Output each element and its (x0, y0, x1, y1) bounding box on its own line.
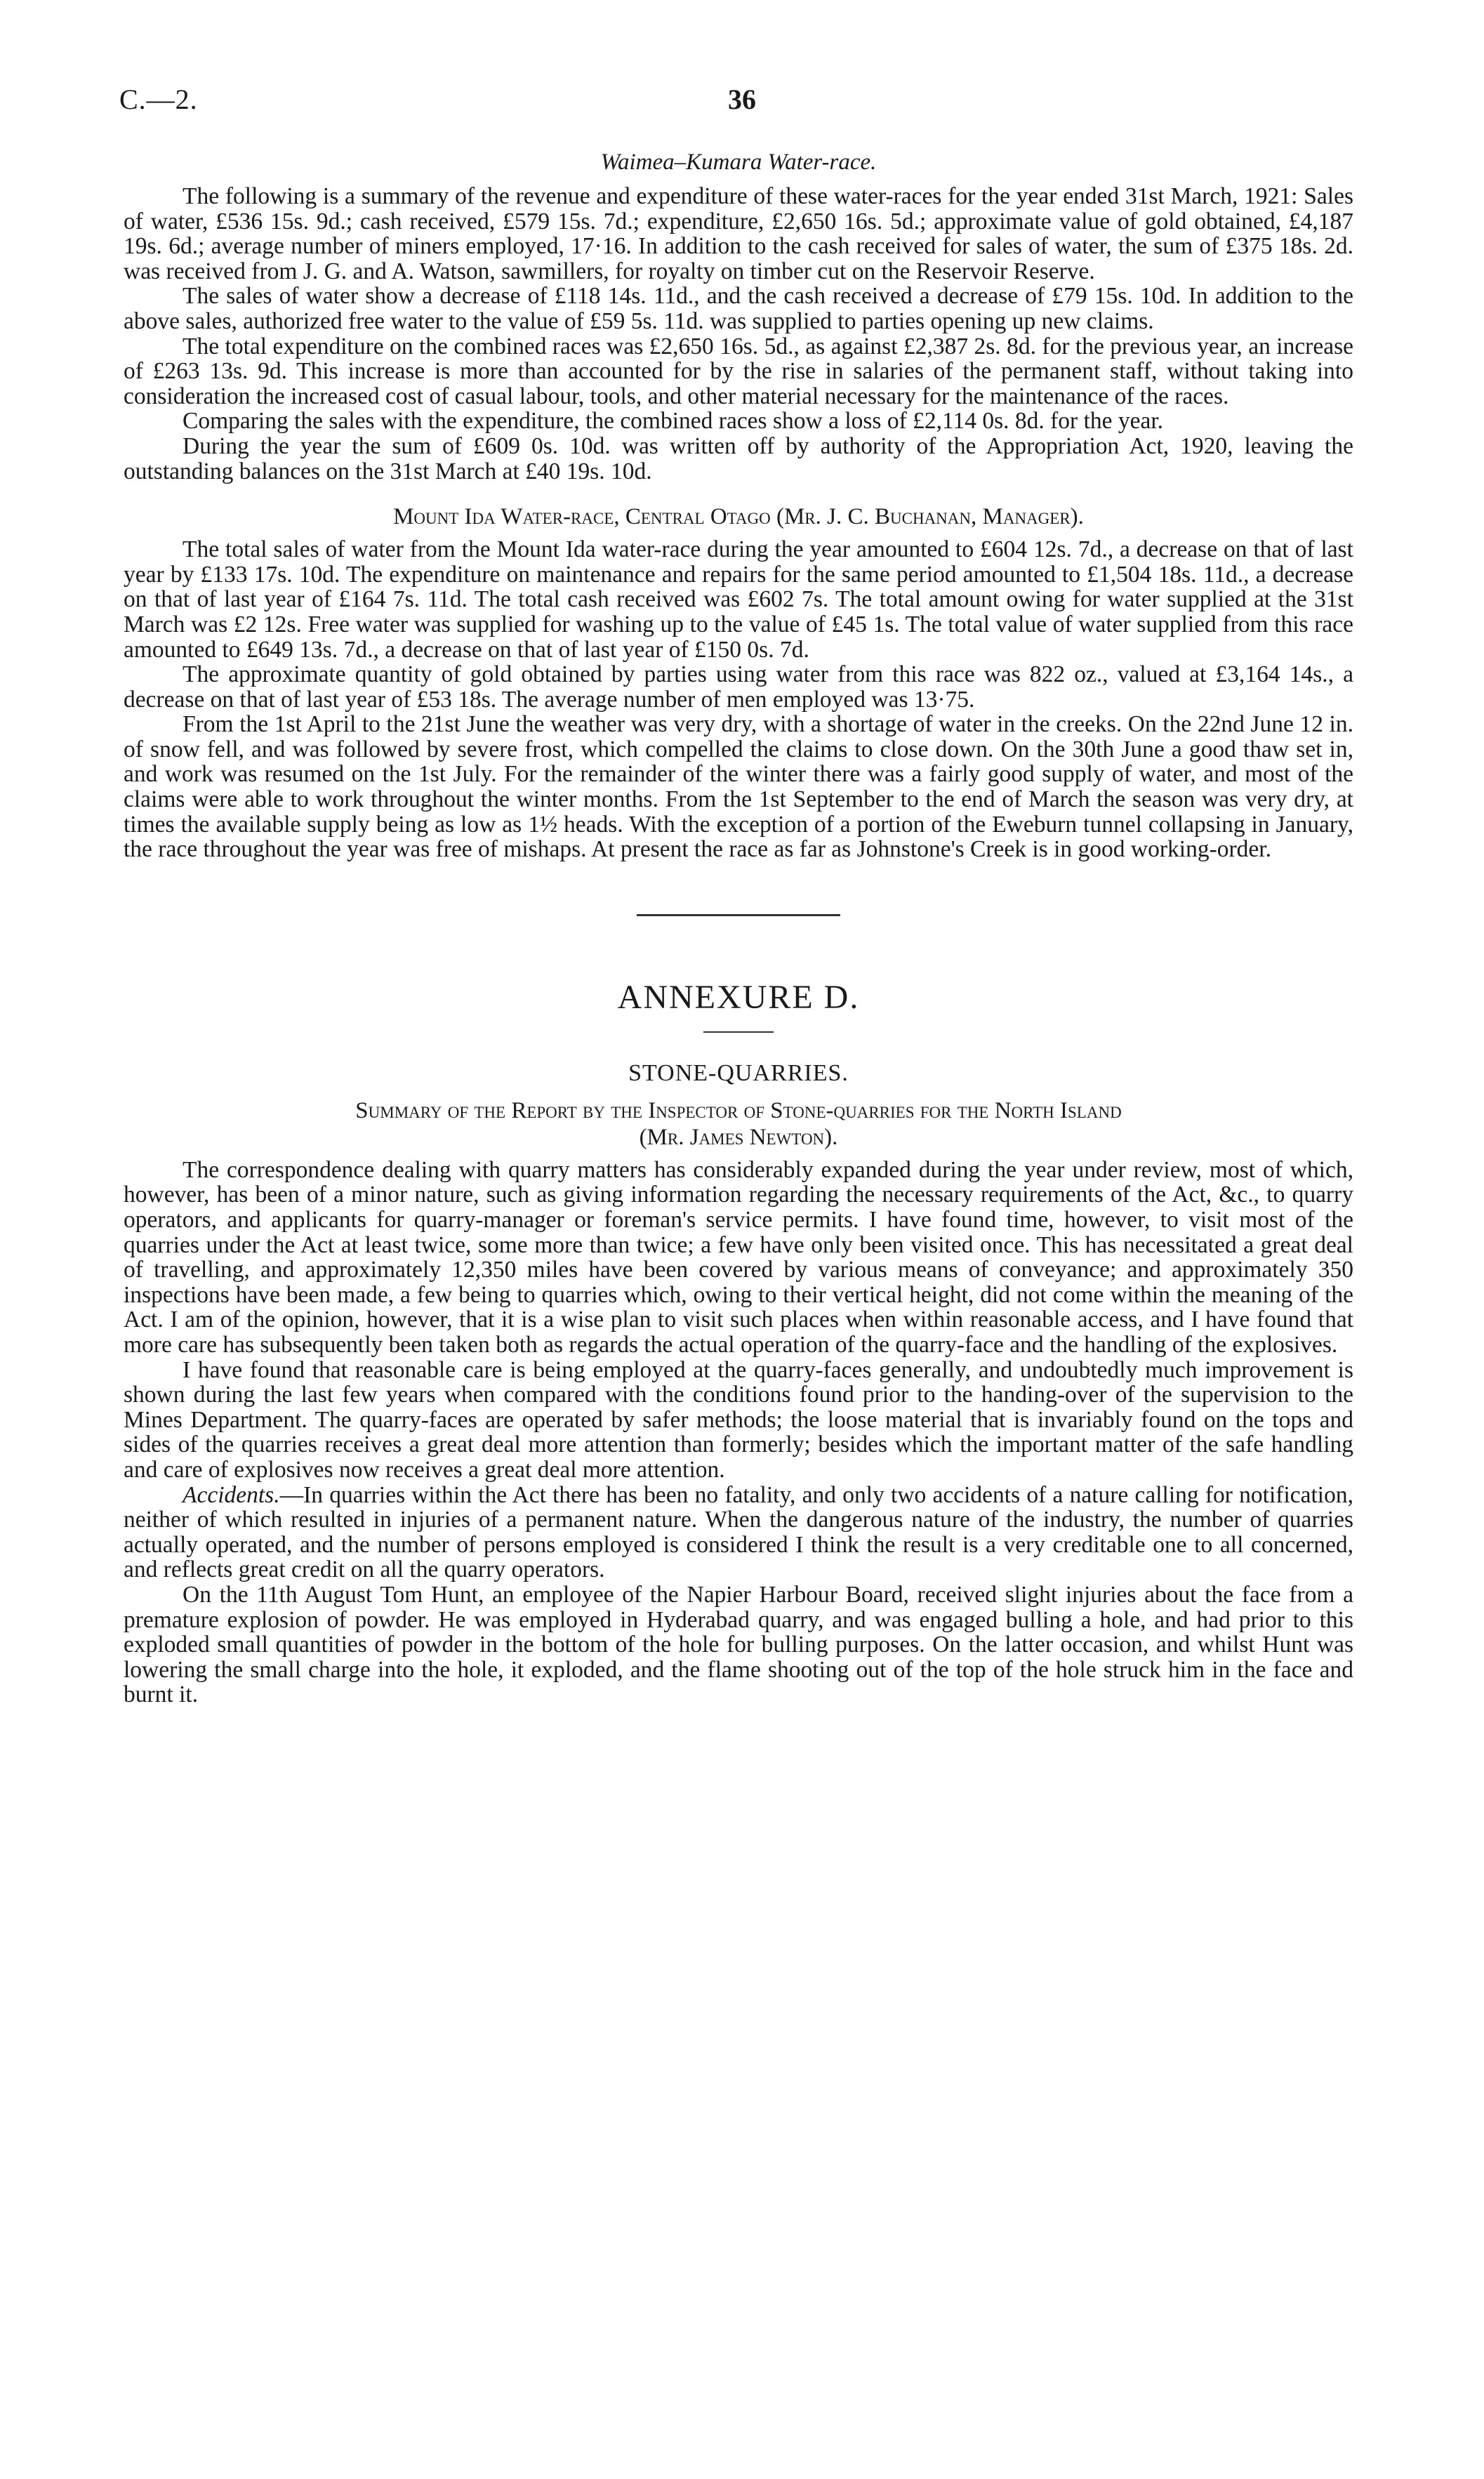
annexure-final-paragraph: On the 11th August Tom Hunt, an employee of the Napier Harbour Board, received slight injuries about the face from a premature explosion of powder. He was employed in Hyderabad quarry, and was engaged bulling a hole, and had prior to this exploded small quantities of powder in the bottom of the hole for bulling purposes. On the latter occasion, and whilst Hunt was lowering the small charge into the hole, it exploded, and the flame shooting out of the top of the hole struck him in the face and burnt it. (124, 1581, 1353, 1708)
accidents-text: —In quarries within the Act there has been no fatality, and only two accidents of a nature calling for notification, neither of which resulted in injuries of a permanent nature. When the dangerous nature of the industry, the number of quarries actually operated, and the number of persons employed is considered I think the result is a very creditable one to all concerned, and reflects great credit on all the quarry operators. (124, 1481, 1353, 1583)
page-number: 36 (728, 84, 756, 115)
annexure-title: ANNEXURE D. (617, 978, 860, 1016)
mount-ida-paragraph-2: The approximate quantity of gold obtained by parties using water from this race was 822 oz., valued at £3,164 14s., a decrease on that of last year of £53 18s. The average number of men employed was 13·75. (124, 661, 1353, 713)
waimea-paragraph-1: The following is a summary of the revenue and expenditure of these water-races for the year ended 31st March, 1921: Sales of water, £536 15s. 9d.; cash received, £579 15s. 7d.; expenditure, £2,650 16s. 5d.; approximate value of gold obtained, £4,187 19s. 6d.; average number of miners employed, 17·16. In addition to the cash received for sales of water, the sum of £375 18s. 2d. was received from J. G. and A. Watson, sawmillers, for royalty on timber cut on the Reservoir Reserve. (124, 183, 1353, 284)
waimea-paragraph-5: During the year the sum of £609 0s. 10d. was written off by authority of the Appropriation Act, 1920, leaving the outstanding balances on the 31st March at £40 19s. 10d. (124, 432, 1353, 484)
document-code: C.—2. (119, 84, 198, 115)
summary-heading (124, 1097, 1353, 1151)
summary-heading-line-1: Summary of the Report by the Inspector of Stone-quarries for the North Island (355, 1097, 1122, 1123)
title-underline (703, 1031, 774, 1033)
annexure-subtitle: STONE-QUARRIES. (628, 1059, 849, 1086)
page-header (119, 83, 1365, 125)
waimea-paragraph-3: The total expenditure on the combined races was £2,650 16s. 5d., as against £2,387 2s. 8d. for the previous year, an increase of £263 13s. 9d. This increase is more than accounted for by the rise in salaries of the permanent staff, without taking into consideration the increased cost of casual labour, tools, and other material necessary for the maintenance of the races. (124, 333, 1353, 409)
waimea-paragraph-2: The sales of water show a decrease of £118 14s. 11d., and the cash received a decrease of £79 15s. 10d. In addition to the above sales, authorized free water to the value of £59 5s. 11d. was supplied to parties opening up new claims. (124, 283, 1353, 334)
annexure-paragraph-2: I have found that reasonable care is being employed at the quarry-faces generally, and undoubtedly much improvement is shown during the last few years when compared with the conditions found prior to the handing-over of the supervision to the Mines Department. The quarry-faces are operated by safer methods; the loose material that is invariably found on the tops and sides of the quarries receives a great deal more attention than formerly; besides which the important matter of the safe handling and care of explosives now receives a great deal more attention. (124, 1356, 1353, 1483)
summary-heading-line-2: (Mr. James Newton). (639, 1124, 838, 1150)
page-content (124, 147, 1353, 1707)
mount-ida-paragraph-3: From the 1st April to the 21st June the weather was very dry, with a shortage of water in the creeks. On the 22nd June 12 in. of snow fell, and was followed by severe frost, which compelled the claims to close down. On the 30th June a good thaw set in, and work was resumed on the 1st July. For the remainder of the winter there was a fairly good supply of water, and most of the claims were able to work throughout the winter months. From the 1st September to the end of March the season was very dry, at times the available supply being as low as 1½ heads. With the exception of a portion of the Eweburn tunnel collapsing in January, the race throughout the year was free of mishaps. At present the race as far as Johnstone's Creek is in good working-order. (124, 711, 1353, 863)
annexure-paragraph-1: The correspondence dealing with quarry matters has considerably expanded during the year under review, most of which, however, has been of a minor nature, such as giving information regarding the necessary requirements of the Act, &c., to quarry operators, and applicants for quarry-manager or foreman's service permits. I have found time, however, to visit most of the quarries under the Act at least twice, some more than twice; a few have only been visited once. This has necessitated a great deal of travelling, and approximately 12,350 miles have been covered by various means of conveyance; and approximately 350 inspections have been made, a few being to quarries which, owing to their vertical height, did not come within the meaning of the Act. I am of the opinion, however, that it is a wise plan to visit such places when within reasonable access, and I have found that more care has subsequently been taken both as regards the actual operation of the quarry-face and the handling of the explosives. (124, 1156, 1353, 1358)
waimea-section-title: Waimea–Kumara Water-race. (600, 150, 877, 175)
accidents-paragraph (124, 1483, 1353, 1582)
waimea-paragraph-4: Comparing the sales with the expenditure, the combined races show a loss of £2,114 0s. 8d. for the year. (183, 408, 1164, 435)
mount-ida-paragraph-1: The total sales of water from the Mount Ida water-race during the year amounted to £604 12s. 7d., a decrease on that of last year by £133 17s. 10d. The expenditure on maintenance and repairs for the same period amounted to £1,504 18s. 11d., a decrease on that of last year of £164 7s. 11d. The total cash received was £602 7s. The total amount owing for water supplied at the 31st March was £2 12s. Free water was supplied for washing up to the value of £45 1s. The total value of water supplied from this race amounted to £649 13s. 7d., a decrease on that of last year of £150 0s. 7d. (124, 536, 1353, 663)
section-divider (637, 914, 840, 916)
mount-ida-section-title: Mount Ida Water-race, Central Otago (Mr. J. C. Buchanan, Manager). (393, 504, 1084, 530)
accidents-lead: Accidents. (183, 1481, 280, 1508)
